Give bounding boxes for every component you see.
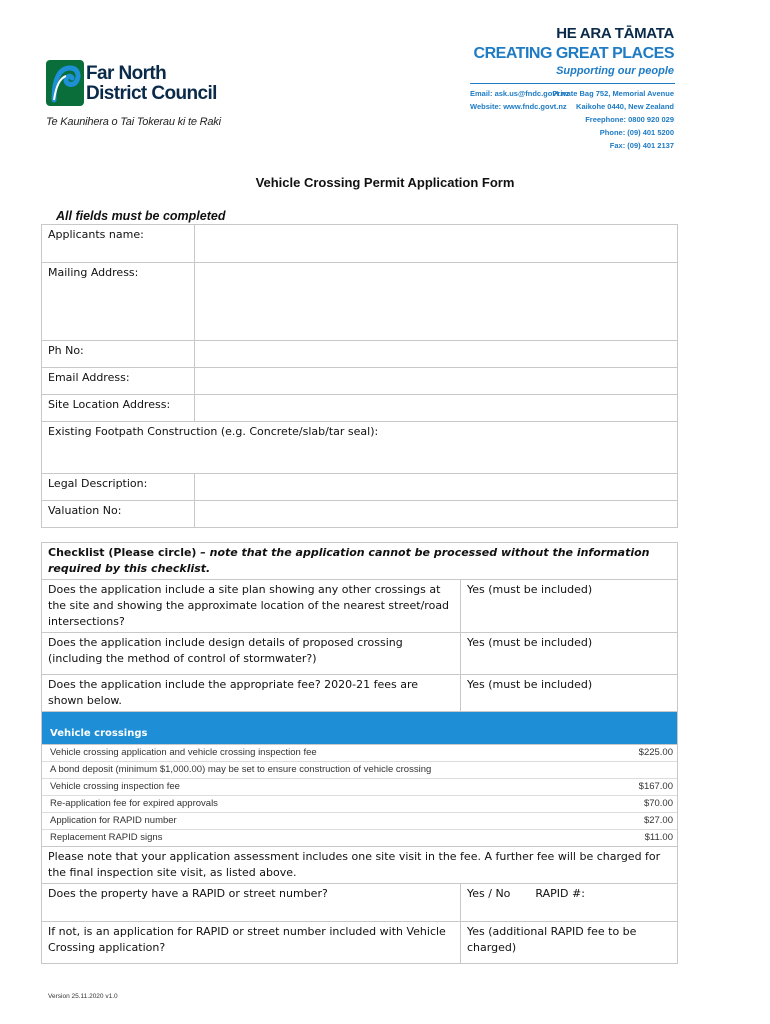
contact-freephone: Freephone: 0800 920 029: [585, 115, 674, 124]
label-applicant-name: Applicants name:: [42, 225, 195, 263]
version-footer: Version 25.11.2020 v1.0: [48, 993, 118, 1000]
contact-postal: [552, 87, 674, 152]
fee-amount: $11.00: [644, 832, 673, 843]
tagline-sub: Supporting our people: [556, 65, 674, 77]
footpath-label-text: Existing Footpath Construction (e.g. Concrete/slab/tar seal):: [48, 425, 379, 438]
fee-row: [42, 779, 677, 796]
checklist-answer-fee[interactable]: Yes (must be included): [461, 675, 678, 712]
contact-website[interactable]: Website: www.fndc.govt.nz: [470, 102, 567, 111]
checklist-answer-site-plan[interactable]: Yes (must be included): [461, 580, 678, 633]
fee-label: Application for RAPID number: [50, 815, 177, 826]
label-email: Email Address:: [42, 368, 195, 395]
applicant-details-table: [41, 224, 678, 528]
contact-address1: Private Bag 752, Memorial Avenue: [552, 89, 674, 98]
council-name-line1: Far North: [86, 63, 167, 84]
checklist-question-design: Does the application include design details of proposed crossing (including the method of control of stormwater?): [42, 633, 461, 675]
rapid-application-answer[interactable]: Yes (additional RAPID fee to be charged): [461, 922, 678, 964]
checklist-heading-row: [42, 543, 678, 580]
checklist-heading: [42, 543, 678, 580]
field-row-footpath: [42, 422, 678, 474]
fee-label: A bond deposit (minimum $1,000.00) may be set to ensure construction of vehicle crossing: [50, 764, 432, 775]
checklist-row-fee: [42, 675, 678, 712]
field-row-mailing-address: [42, 263, 678, 341]
fees-heading: [42, 712, 678, 745]
checklist-heading-bold: Checklist (Please circle): [48, 546, 197, 559]
label-site-location: Site Location Address:: [42, 395, 195, 422]
fees-list: [42, 745, 678, 847]
contact-email[interactable]: Email: ask.us@fndc.govt.nz: [470, 89, 570, 98]
rapid-application-question: If not, is an application for RAPID or street number included with Vehicle Crossing application?: [42, 922, 461, 964]
checklist-table: [41, 542, 678, 964]
fee-row: [42, 813, 677, 830]
fee-amount: $167.00: [638, 781, 673, 792]
field-row-legal-description: [42, 474, 678, 501]
form-title: Vehicle Crossing Permit Application Form: [255, 175, 515, 190]
contact-fax: Fax: (09) 401 2137: [609, 141, 674, 150]
fees-table-row: [42, 745, 678, 847]
label-mailing-address: Mailing Address:: [42, 263, 195, 341]
field-row-valuation: [42, 501, 678, 528]
field-row-applicant-name: [42, 225, 678, 263]
tagline-main: CREATING GREAT PLACES: [473, 45, 674, 62]
checklist-question-site-plan: Does the application include a site plan showing any other crossings at the site and showing the approximate location of the nearest street/road intersections?: [42, 580, 461, 633]
fee-row: [42, 762, 677, 779]
fee-amount: $225.00: [638, 747, 673, 758]
input-valuation[interactable]: [195, 501, 678, 528]
koru-logo-icon: [46, 60, 84, 106]
fee-label: Replacement RAPID signs: [50, 832, 163, 843]
fee-amount: $70.00: [643, 798, 673, 809]
fee-label: Vehicle crossing inspection fee: [50, 781, 180, 792]
field-row-email: [42, 368, 678, 395]
council-name-line2: District Council: [86, 83, 217, 104]
rapid-question: Does the property have a RAPID or street number?: [42, 884, 461, 922]
fee-row: [42, 830, 677, 846]
fee-label: Re-application fee for expired approvals: [50, 798, 218, 809]
checklist-row-site-plan: [42, 580, 678, 633]
input-email[interactable]: [195, 368, 678, 395]
council-maori-name: Te Kaunihera o Tai Tokerau ki te Raki: [46, 116, 221, 128]
label-valuation: Valuation No:: [42, 501, 195, 528]
input-site-location[interactable]: [195, 395, 678, 422]
checklist-question-fee: Does the application include the appropriate fee? 2020-21 fees are shown below.: [42, 675, 461, 712]
contact-address2: Kaikohe 0440, New Zealand: [576, 102, 674, 111]
rapid-row: [42, 884, 678, 922]
fees-heading-text: Vehicle crossings: [50, 728, 148, 739]
council-logo: [46, 58, 256, 130]
rapid-answer-cell[interactable]: [461, 884, 678, 922]
fee-label: Vehicle crossing application and vehicle crossing inspection fee: [50, 747, 317, 758]
fee-amount: $27.00: [643, 815, 673, 826]
checklist-row-design: [42, 633, 678, 675]
label-footpath-construction[interactable]: [42, 422, 678, 474]
contact-phone: Phone: (09) 401 5200: [599, 128, 674, 137]
form-subtitle: All fields must be completed: [56, 209, 226, 223]
label-phone: Ph No:: [42, 341, 195, 368]
council-name: [86, 64, 217, 104]
site-visit-note-row: [42, 847, 678, 884]
checklist-heading-note: – note that the application cannot be processed without the information required by this checklist.: [48, 546, 650, 575]
tagline-maori: HE ARA TĀMATA: [556, 25, 674, 42]
input-phone[interactable]: [195, 341, 678, 368]
rapid-yes-no[interactable]: Yes / No: [467, 887, 511, 900]
rapid-application-row: [42, 922, 678, 964]
rapid-number-label: RAPID #:: [535, 887, 585, 900]
input-mailing-address[interactable]: [195, 263, 678, 341]
input-applicant-name[interactable]: [195, 225, 678, 263]
field-row-phone: [42, 341, 678, 368]
label-legal-description: Legal Description:: [42, 474, 195, 501]
fees-heading-row: [42, 712, 678, 745]
fee-row: [42, 745, 677, 762]
field-row-site-location: [42, 395, 678, 422]
input-legal-description[interactable]: [195, 474, 678, 501]
checklist-answer-design[interactable]: Yes (must be included): [461, 633, 678, 675]
fee-row: [42, 796, 677, 813]
contact-divider: [470, 83, 675, 84]
site-visit-note: Please note that your application assessment includes one site visit in the fee. A further fee will be charged for the final inspection site visit, as listed above.: [42, 847, 678, 884]
